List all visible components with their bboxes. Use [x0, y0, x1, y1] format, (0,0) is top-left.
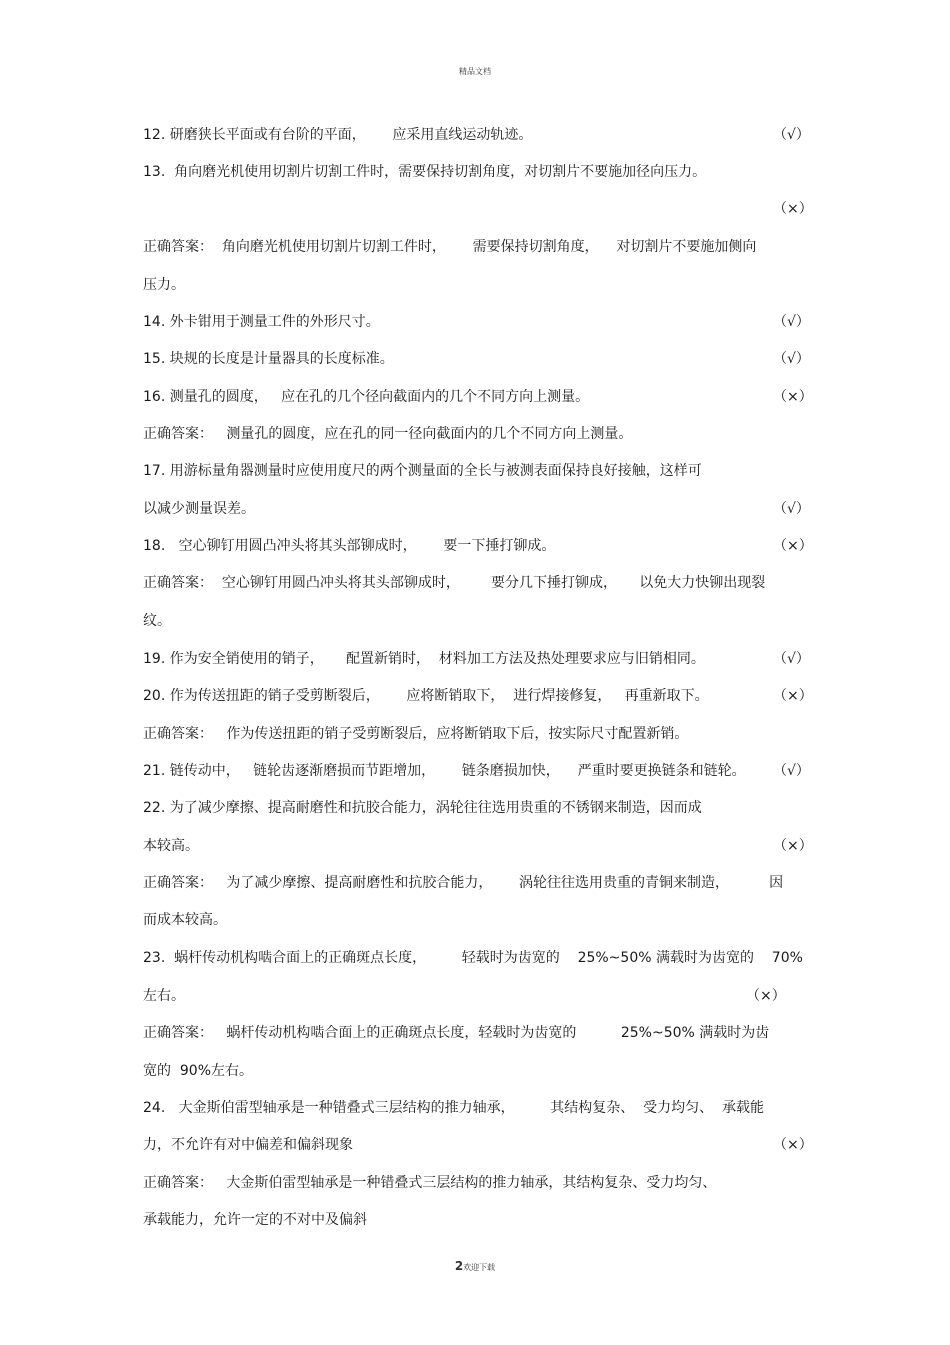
text-line: 14. 外卡钳用于测量工件的外形尺寸。: [143, 314, 380, 330]
text-line: 正确答案： 为了减少摩擦、提高耐磨性和抗胶合能力， 涡轮往往选用贵重的青铜来制造， 因: [143, 875, 784, 891]
text-line: 纹。: [143, 613, 171, 629]
page-footer: [0, 1259, 950, 1273]
answer-mark: （√）: [773, 651, 810, 667]
answer-mark: （×）: [746, 988, 786, 1004]
text-line: 13. 角向磨光机使用切割片切割工件时，需要保持切割角度，对切割片不要施加径向压力。: [143, 164, 707, 180]
text-line: 压力。: [143, 277, 185, 293]
text-line: 正确答案： 作为传送扭距的销子受剪断裂后，应将断销取下后，按实际尺寸配置新销。: [143, 726, 689, 742]
text-line: 17. 用游标量角器测量时应使用度尺的两个测量面的全长与被测表面保持良好接触，这样可: [143, 463, 702, 479]
text-line: 22. 为了减少摩擦、提高耐磨性和抗胶合能力，涡轮往往选用贵重的不锈钢来制造，因而成: [143, 800, 702, 816]
text-line: 23. 蜗杆传动机构啮合面上的正确斑点长度， 轻载时为齿宽的 25%~50% 满载时为齿宽的 70%: [143, 950, 803, 966]
answer-mark: （×）: [773, 1137, 813, 1153]
text-line: 而成本较高。: [143, 912, 227, 928]
text-line: 15. 块规的长度是计量器具的长度标准。: [143, 351, 394, 367]
text-line: 20. 作为传送扭距的销子受剪断裂后， 应将断销取下， 进行焊接修复， 再重新取下。: [143, 688, 709, 704]
answer-mark: （√）: [773, 314, 810, 330]
answer-mark: （×）: [773, 201, 813, 217]
answer-mark: （×）: [773, 389, 813, 405]
text-line: 21. 链传动中， 链轮齿逐渐磨损而节距增加， 链条磨损加快， 严重时要更换链条和链轮。: [143, 763, 746, 779]
page-number: 2: [454, 1259, 464, 1273]
text-line: 19. 作为安全销使用的销子， 配置新销时， 材料加工方法及热处理要求应与旧销相同。: [143, 651, 705, 667]
answer-mark: （√）: [773, 763, 810, 779]
text-line: 18. 空心铆钉用圆凸冲头将其头部铆成时， 要一下捶打铆成。: [143, 538, 556, 554]
answer-mark: （×）: [773, 538, 813, 554]
text-line: 正确答案： 大金斯伯雷型轴承是一种错叠式三层结构的推力轴承，其结构复杂、受力均匀、: [143, 1175, 717, 1191]
text-line: 24. 大金斯伯雷型轴承是一种错叠式三层结构的推力轴承， 其结构复杂、 受力均匀、 承载能: [143, 1100, 765, 1116]
text-line: 12. 研磨狭长平面或有台阶的平面， 应采用直线运动轨迹。: [143, 127, 533, 143]
text-line: 正确答案： 空心铆钉用圆凸冲头将其头部铆成时， 要分几下捶打铆成， 以免大力快铆出现裂: [143, 575, 766, 591]
text-line: 正确答案： 蜗杆传动机构啮合面上的正确斑点长度，轻载时为齿宽的 25%~50% 满载时为齿: [143, 1025, 770, 1041]
answer-mark: （√）: [773, 127, 810, 143]
page-header: 精品文档: [459, 67, 491, 76]
text-line: 宽的 90%左右。: [143, 1063, 254, 1079]
footer-text: 欢迎下载: [463, 1263, 496, 1272]
text-line: 正确答案： 测量孔的圆度，应在孔的同一径向截面内的几个不同方向上测量。: [143, 426, 633, 442]
text-line: 正确答案： 角向磨光机使用切割片切割工件时， 需要保持切割角度， 对切割片不要施加侧向: [143, 239, 757, 255]
text-line: 承载能力，允许一定的不对中及偏斜: [143, 1212, 367, 1228]
answer-mark: （×）: [773, 688, 813, 704]
answer-mark: （√）: [773, 501, 810, 517]
text-line: 16. 测量孔的圆度， 应在孔的几个径向截面内的几个不同方向上测量。: [143, 389, 590, 405]
answer-mark: （√）: [773, 351, 810, 367]
text-line: 力，不允许有对中偏差和偏斜现象: [143, 1137, 353, 1153]
text-line: 左右。: [143, 988, 185, 1004]
text-line: 以减少测量误差。: [143, 501, 255, 517]
answer-mark: （×）: [773, 838, 813, 854]
text-line: 本较高。: [143, 838, 199, 854]
